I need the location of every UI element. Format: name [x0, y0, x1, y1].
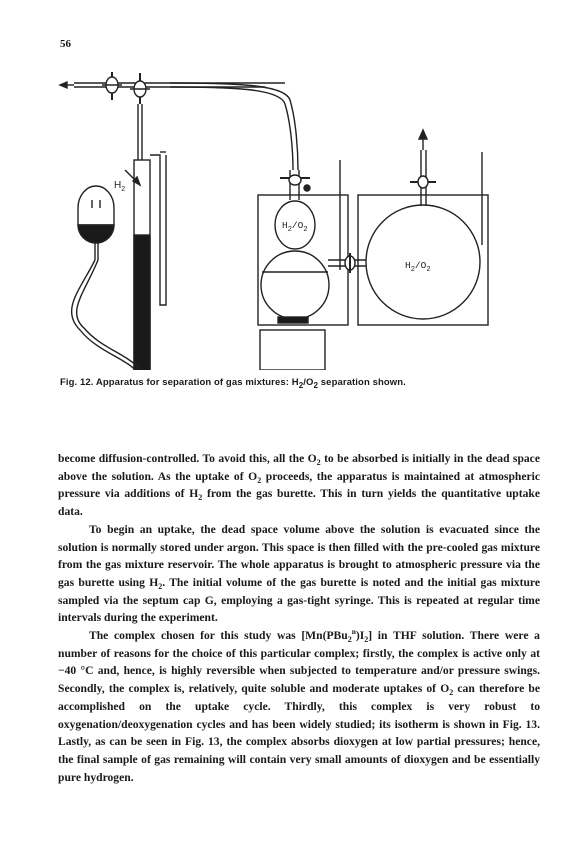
- paragraph-3: The complex chosen for this study was $[Mn(PBu_2^n)I_2]$ in THF solution. There were a number of reasons for the choice of this particular complex; firstly, the complex is active only at −40 °C and, hence, is highly reversible when subjected to temperature and/or pressure swings. Secondly, the complex is, relatively, quite soluble and moderate uptakes of $O_2$ can therefore be accomplished on the uptake cycle. Thirdly, this complex is very robust to oxygenation/deoxygenation cycles and has been widely studied; its isotherm is shown in Fig. 13. Lastly, as can be seen in Fig. 13, the complex absorbs dioxygen at low partial pressures; hence, the final sample of gas remaining will contain very small amounts of dioxygen and be essentially pure hydrogen.: [58, 627, 540, 784]
- paragraph-1: become diffusion-controlled. To avoid this, all the $O_2$ to be absorbed is initially in the dead space above the solution. As the uptake of $O_2$ proceeds, the apparatus is maintained at atmospheric pressure via additions of $H_2$ from the gas burette. This in turn yields the quantitative uptake data.: [58, 452, 541, 519]
- h2-label: $H_2$: [114, 180, 126, 193]
- page-number: 56: [60, 38, 71, 50]
- apparatus-diagram: [40, 60, 540, 370]
- outlet-arrow-head: [60, 82, 67, 88]
- reservoir-label: $H_2/O_2$: [405, 260, 431, 274]
- body-text: [58, 450, 540, 786]
- figure-caption: Fig. 12. Apparatus for separation of gas mixtures: $H_2/O_2$ separation shown.: [60, 377, 406, 390]
- flask-label: $H_2/O_2$: [282, 220, 308, 234]
- paragraph-2: To begin an uptake, the dead space volume above the solution is evacuated since the solution is normally stored under argon. This space is then filled with the pre-cooled gas mixture from the gas mixture reservoir. The whole apparatus is brought to atmospheric pressure via the gas burette using $H_2$. The initial volume of the gas burette is noted and the initial gas mixture sampled via the septum cap G, employing a gas-tight syringe. This is repeated at regular time intervals during the experiment.: [58, 522, 540, 625]
